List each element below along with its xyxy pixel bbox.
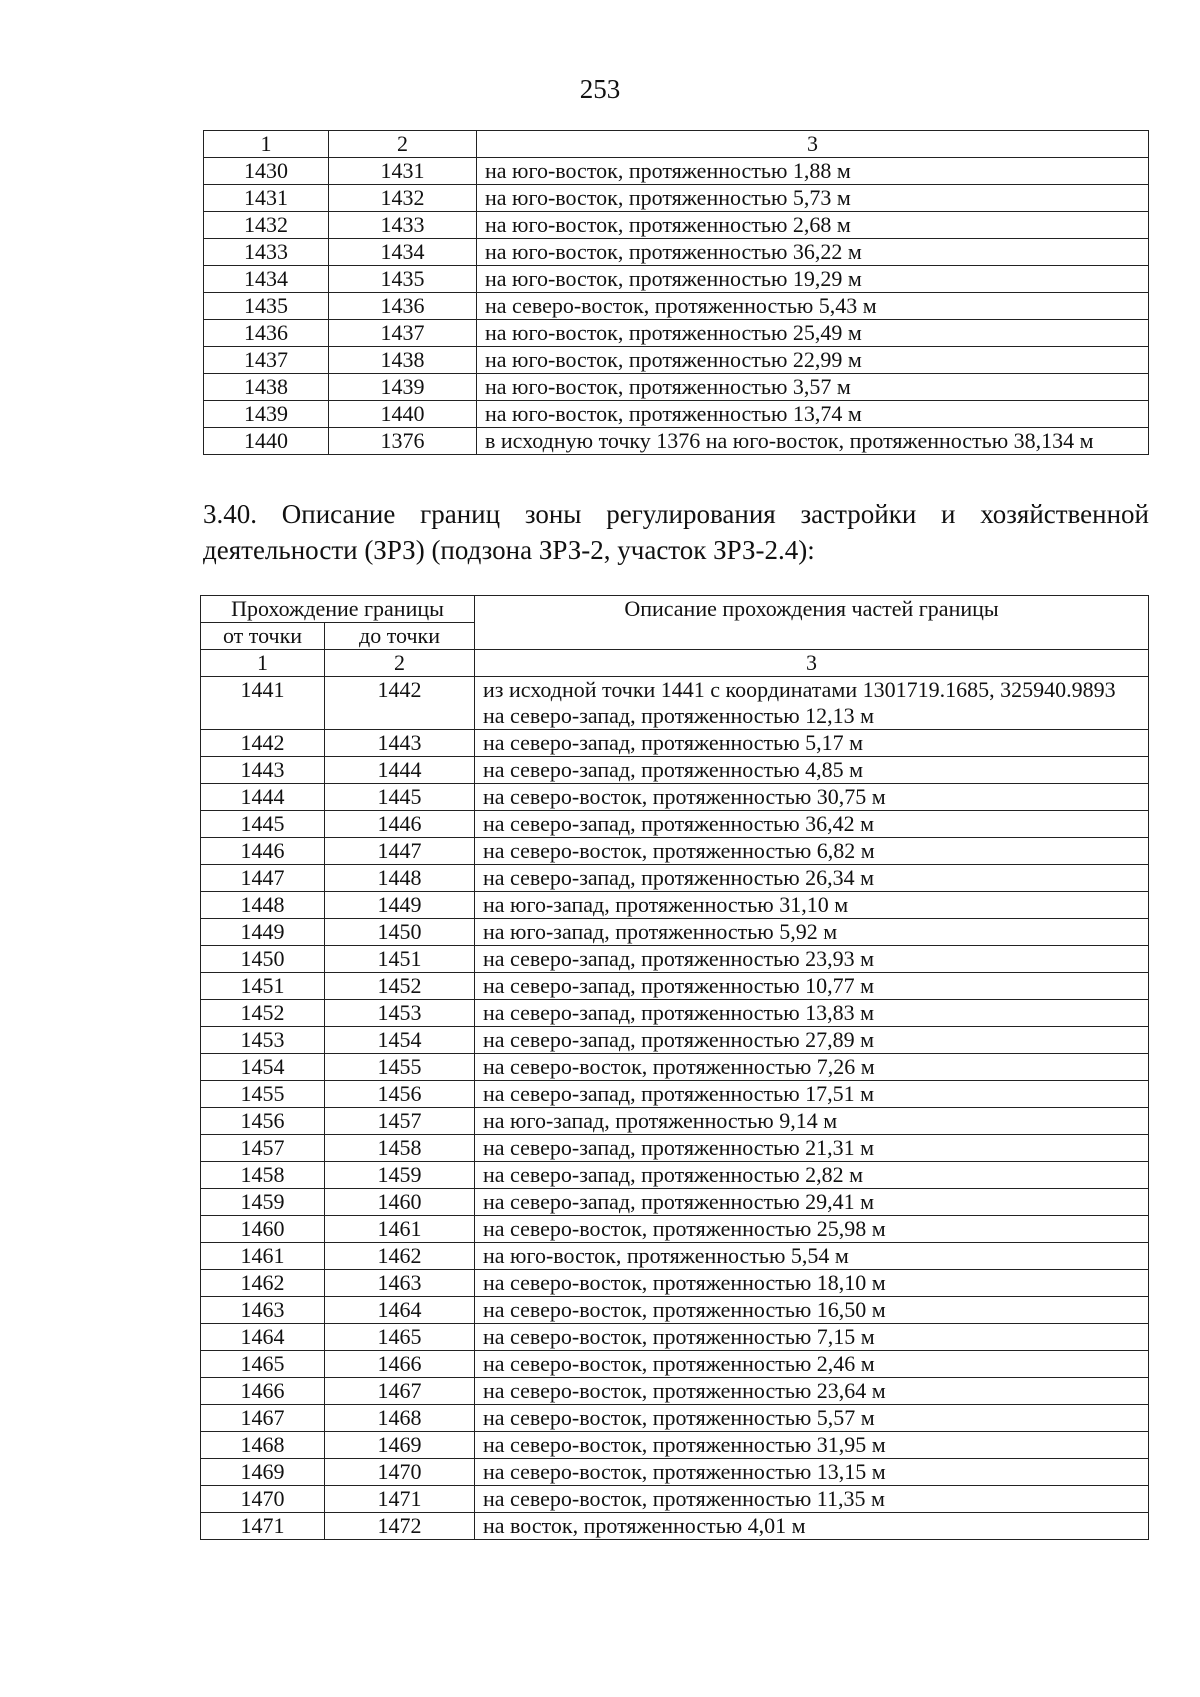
table-header-row (204, 131, 1149, 158)
column-number-header: 2 (329, 131, 477, 158)
description-cell: на северо-запад, протяженностью 13,83 м (475, 1000, 1149, 1027)
to-point-cell: 1459 (325, 1162, 475, 1189)
from-point-header: от точки (201, 623, 325, 650)
description-cell: на северо-запад, протяженностью 5,17 м (475, 730, 1149, 757)
to-point-cell: 1466 (325, 1351, 475, 1378)
from-point-cell: 1457 (201, 1135, 325, 1162)
from-point-cell: 1445 (201, 811, 325, 838)
from-point-cell: 1450 (201, 946, 325, 973)
table-row (201, 1108, 1149, 1135)
from-point-cell: 1453 (201, 1027, 325, 1054)
to-point-cell: 1439 (329, 374, 477, 401)
description-cell: на северо-восток, протяженностью 13,15 м (475, 1459, 1149, 1486)
from-point-cell: 1444 (201, 784, 325, 811)
table-row (204, 428, 1149, 455)
from-point-cell: 1442 (201, 730, 325, 757)
description-cell: на северо-восток, протяженностью 11,35 м (475, 1486, 1149, 1513)
to-point-cell: 1470 (325, 1459, 475, 1486)
column-number-header: 1 (201, 650, 325, 677)
to-point-cell: 1444 (325, 757, 475, 784)
table-row (201, 1324, 1149, 1351)
to-point-cell: 1431 (329, 158, 477, 185)
to-point-cell: 1438 (329, 347, 477, 374)
to-point-cell: 1468 (325, 1405, 475, 1432)
description-cell: на северо-запад, протяженностью 10,77 м (475, 973, 1149, 1000)
table-row (201, 865, 1149, 892)
from-point-cell: 1439 (204, 401, 329, 428)
table-row (204, 401, 1149, 428)
boundary-passage-header: Прохождение границы (201, 596, 475, 623)
description-cell: на юго-восток, протяженностью 3,57 м (477, 374, 1149, 401)
from-point-cell: 1432 (204, 212, 329, 239)
to-point-cell: 1463 (325, 1270, 475, 1297)
from-point-cell: 1436 (204, 320, 329, 347)
from-point-cell: 1433 (204, 239, 329, 266)
from-point-cell: 1471 (201, 1513, 325, 1540)
description-cell: на северо-восток, протяженностью 31,95 м (475, 1432, 1149, 1459)
to-point-cell: 1376 (329, 428, 477, 455)
description-cell: на северо-восток, протяженностью 18,10 м (475, 1270, 1149, 1297)
column-number-header: 2 (325, 650, 475, 677)
description-cell: на северо-восток, протяженностью 2,46 м (475, 1351, 1149, 1378)
description-cell: на юго-восток, протяженностью 19,29 м (477, 266, 1149, 293)
table-row (201, 1405, 1149, 1432)
table-row (201, 1432, 1149, 1459)
from-point-cell: 1465 (201, 1351, 325, 1378)
description-cell: на юго-восток, протяженностью 13,74 м (477, 401, 1149, 428)
table-row (201, 946, 1149, 973)
to-point-cell: 1437 (329, 320, 477, 347)
description-cell: из исходной точки 1441 с координатами 1301719.1685, 325940.9893 на северо-запад, протяженностью 12,13 м (475, 677, 1149, 730)
description-cell: на юго-восток, протяженностью 25,49 м (477, 320, 1149, 347)
to-point-cell: 1465 (325, 1324, 475, 1351)
from-point-cell: 1461 (201, 1243, 325, 1270)
to-point-cell: 1460 (325, 1189, 475, 1216)
to-point-cell: 1445 (325, 784, 475, 811)
table-row (201, 757, 1149, 784)
table-row (201, 1135, 1149, 1162)
from-point-cell: 1452 (201, 1000, 325, 1027)
to-point-cell: 1447 (325, 838, 475, 865)
from-point-cell: 1449 (201, 919, 325, 946)
table-row (201, 677, 1149, 730)
from-point-cell: 1463 (201, 1297, 325, 1324)
from-point-cell: 1438 (204, 374, 329, 401)
table-row (201, 1243, 1149, 1270)
description-cell: на северо-восток, протяженностью 7,15 м (475, 1324, 1149, 1351)
description-cell: на восток, протяженностью 4,01 м (475, 1513, 1149, 1540)
from-point-cell: 1431 (204, 185, 329, 212)
from-point-cell: 1456 (201, 1108, 325, 1135)
description-cell: на северо-запад, протяженностью 27,89 м (475, 1027, 1149, 1054)
from-point-cell: 1455 (201, 1081, 325, 1108)
description-cell: в исходную точку 1376 на юго-восток, протяженностью 38,134 м (477, 428, 1149, 455)
from-point-cell: 1467 (201, 1405, 325, 1432)
description-cell: на северо-запад, протяженностью 29,41 м (475, 1189, 1149, 1216)
from-point-cell: 1458 (201, 1162, 325, 1189)
column-number-header: 3 (477, 131, 1149, 158)
from-point-cell: 1430 (204, 158, 329, 185)
to-point-cell: 1452 (325, 973, 475, 1000)
description-cell: на северо-запад, протяженностью 36,42 м (475, 811, 1149, 838)
page-number: 253 (579, 74, 621, 104)
column-numbers-row (201, 650, 1149, 677)
table-row (201, 811, 1149, 838)
to-point-cell: 1471 (325, 1486, 475, 1513)
from-point-cell: 1443 (201, 757, 325, 784)
from-point-cell: 1470 (201, 1486, 325, 1513)
from-point-cell: 1468 (201, 1432, 325, 1459)
description-cell: на северо-запад, протяженностью 4,85 м (475, 757, 1149, 784)
to-point-cell: 1442 (325, 677, 475, 730)
from-point-cell: 1440 (204, 428, 329, 455)
table-row (201, 973, 1149, 1000)
to-point-cell: 1449 (325, 892, 475, 919)
table-row (204, 347, 1149, 374)
description-cell: на северо-запад, протяженностью 17,51 м (475, 1081, 1149, 1108)
table-row (204, 320, 1149, 347)
from-point-cell: 1469 (201, 1459, 325, 1486)
table-row (201, 1270, 1149, 1297)
from-point-cell: 1459 (201, 1189, 325, 1216)
from-point-cell: 1462 (201, 1270, 325, 1297)
to-point-cell: 1448 (325, 865, 475, 892)
to-point-cell: 1436 (329, 293, 477, 320)
boundary-description-table (200, 595, 1149, 1540)
table-row (201, 1378, 1149, 1405)
description-cell: на юго-восток, протяженностью 22,99 м (477, 347, 1149, 374)
table-header-row (201, 596, 1149, 623)
table-row (201, 919, 1149, 946)
from-point-cell: 1466 (201, 1378, 325, 1405)
to-point-cell: 1440 (329, 401, 477, 428)
to-point-cell: 1469 (325, 1432, 475, 1459)
table-row (201, 1081, 1149, 1108)
description-cell: на северо-восток, протяженностью 23,64 м (475, 1378, 1149, 1405)
table-row (204, 374, 1149, 401)
table-row (201, 1189, 1149, 1216)
description-cell: на юго-восток, протяженностью 36,22 м (477, 239, 1149, 266)
description-cell: на северо-восток, протяженностью 7,26 м (475, 1054, 1149, 1081)
to-point-cell: 1446 (325, 811, 475, 838)
table-row (201, 1486, 1149, 1513)
to-point-cell: 1467 (325, 1378, 475, 1405)
table-row (204, 293, 1149, 320)
description-cell: на юго-запад, протяженностью 5,92 м (475, 919, 1149, 946)
to-point-cell: 1451 (325, 946, 475, 973)
to-point-cell: 1454 (325, 1027, 475, 1054)
from-point-cell: 1460 (201, 1216, 325, 1243)
column-number-header: 3 (475, 650, 1149, 677)
from-point-cell: 1464 (201, 1324, 325, 1351)
table-row (201, 1000, 1149, 1027)
table-row (201, 1297, 1149, 1324)
table-row (201, 1162, 1149, 1189)
from-point-cell: 1447 (201, 865, 325, 892)
to-point-header: до точки (325, 623, 475, 650)
to-point-cell: 1461 (325, 1216, 475, 1243)
to-point-cell: 1464 (325, 1297, 475, 1324)
table-row (201, 1054, 1149, 1081)
from-point-cell: 1434 (204, 266, 329, 293)
description-cell: на юго-восток, протяженностью 5,54 м (475, 1243, 1149, 1270)
table-row (204, 266, 1149, 293)
from-point-cell: 1437 (204, 347, 329, 374)
to-point-cell: 1453 (325, 1000, 475, 1027)
description-cell: на северо-запад, протяженностью 21,31 м (475, 1135, 1149, 1162)
description-cell: на северо-восток, протяженностью 6,82 м (475, 838, 1149, 865)
table-row (201, 892, 1149, 919)
description-cell: на юго-запад, протяженностью 9,14 м (475, 1108, 1149, 1135)
description-cell: на северо-запад, протяженностью 2,82 м (475, 1162, 1149, 1189)
table-row (201, 730, 1149, 757)
to-point-cell: 1455 (325, 1054, 475, 1081)
description-cell: на северо-восток, протяженностью 5,57 м (475, 1405, 1149, 1432)
description-cell: на юго-восток, протяженностью 5,73 м (477, 185, 1149, 212)
to-point-cell: 1435 (329, 266, 477, 293)
table-row (204, 239, 1149, 266)
description-cell: на северо-восток, протяженностью 5,43 м (477, 293, 1149, 320)
table-row (201, 784, 1149, 811)
to-point-cell: 1462 (325, 1243, 475, 1270)
table-row (204, 158, 1149, 185)
table-row (201, 1027, 1149, 1054)
to-point-cell: 1472 (325, 1513, 475, 1540)
to-point-cell: 1450 (325, 919, 475, 946)
table-row (201, 1459, 1149, 1486)
table-row (201, 1351, 1149, 1378)
from-point-cell: 1441 (201, 677, 325, 730)
description-cell: на северо-восток, протяженностью 16,50 м (475, 1297, 1149, 1324)
from-point-cell: 1451 (201, 973, 325, 1000)
to-point-cell: 1433 (329, 212, 477, 239)
to-point-cell: 1456 (325, 1081, 475, 1108)
to-point-cell: 1434 (329, 239, 477, 266)
column-number-header: 1 (204, 131, 329, 158)
description-header: Описание прохождения частей границы (475, 596, 1149, 650)
table-row (204, 185, 1149, 212)
description-cell: на северо-запад, протяженностью 23,93 м (475, 946, 1149, 973)
to-point-cell: 1432 (329, 185, 477, 212)
to-point-cell: 1457 (325, 1108, 475, 1135)
description-cell: на северо-восток, протяженностью 25,98 м (475, 1216, 1149, 1243)
from-point-cell: 1446 (201, 838, 325, 865)
description-cell: на юго-восток, протяженностью 1,88 м (477, 158, 1149, 185)
to-point-cell: 1458 (325, 1135, 475, 1162)
description-cell: на северо-восток, протяженностью 30,75 м (475, 784, 1149, 811)
description-cell: на юго-восток, протяженностью 2,68 м (477, 212, 1149, 239)
description-cell: на юго-запад, протяженностью 31,10 м (475, 892, 1149, 919)
boundary-table-continued (203, 130, 1149, 455)
from-point-cell: 1454 (201, 1054, 325, 1081)
section-heading: 3.40. Описание границ зоны регулирования застройки и хозяйственной деятельности (ЗРЗ) (подзона ЗРЗ-2, участок ЗРЗ-2.4): (203, 499, 1149, 565)
from-point-cell: 1435 (204, 293, 329, 320)
from-point-cell: 1448 (201, 892, 325, 919)
to-point-cell: 1443 (325, 730, 475, 757)
table-row (201, 1513, 1149, 1540)
description-cell: на северо-запад, протяженностью 26,34 м (475, 865, 1149, 892)
table-row (204, 212, 1149, 239)
table-row (201, 838, 1149, 865)
table-row (201, 1216, 1149, 1243)
